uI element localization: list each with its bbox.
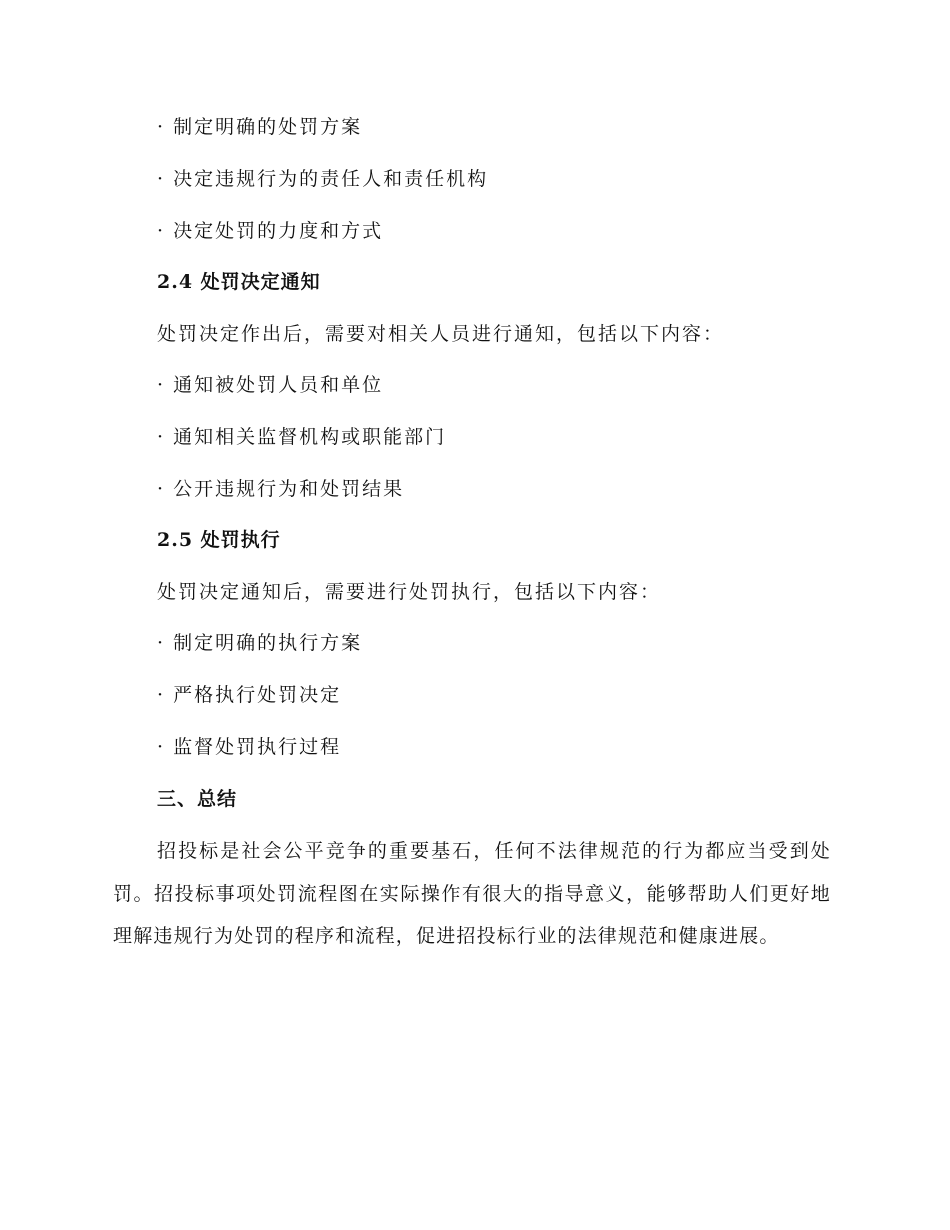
bullet-item: · 通知相关监督机构或职能部门 (157, 426, 447, 448)
bullet-item: · 监督处罚执行过程 (157, 736, 342, 758)
section-heading: 2.5 处罚执行 (157, 529, 281, 551)
body-text: 处罚决定作出后，需要对相关人员进行通知，包括以下内容： (157, 323, 725, 345)
bullet-item: · 严格执行处罚决定 (157, 684, 342, 706)
bullet-item: · 制定明确的执行方案 (157, 632, 363, 654)
summary-paragraph: 招投标是社会公平竞争的重要基石，任何不法律规范的行为都应当受到处罚。招投标事项处罚流程图在实际操作有很大的指导意义，能够帮助人们更好地理解违规行为处罚的程序和流程，促进招投标行业的法律规范和健康进展。 (113, 840, 831, 947)
bullet-item: · 决定违规行为的责任人和责任机构 (157, 168, 489, 190)
bullet-item: · 决定处罚的力度和方式 (157, 220, 384, 242)
section-heading: 三、总结 (157, 788, 238, 810)
bullet-item: · 制定明确的处罚方案 (157, 116, 363, 138)
body-text: 处罚决定通知后，需要进行处罚执行，包括以下内容： (157, 581, 662, 603)
bullet-item: · 通知被处罚人员和单位 (157, 374, 384, 396)
section-heading: 2.4 处罚决定通知 (157, 271, 321, 293)
bullet-item: · 公开违规行为和处罚结果 (157, 478, 405, 500)
